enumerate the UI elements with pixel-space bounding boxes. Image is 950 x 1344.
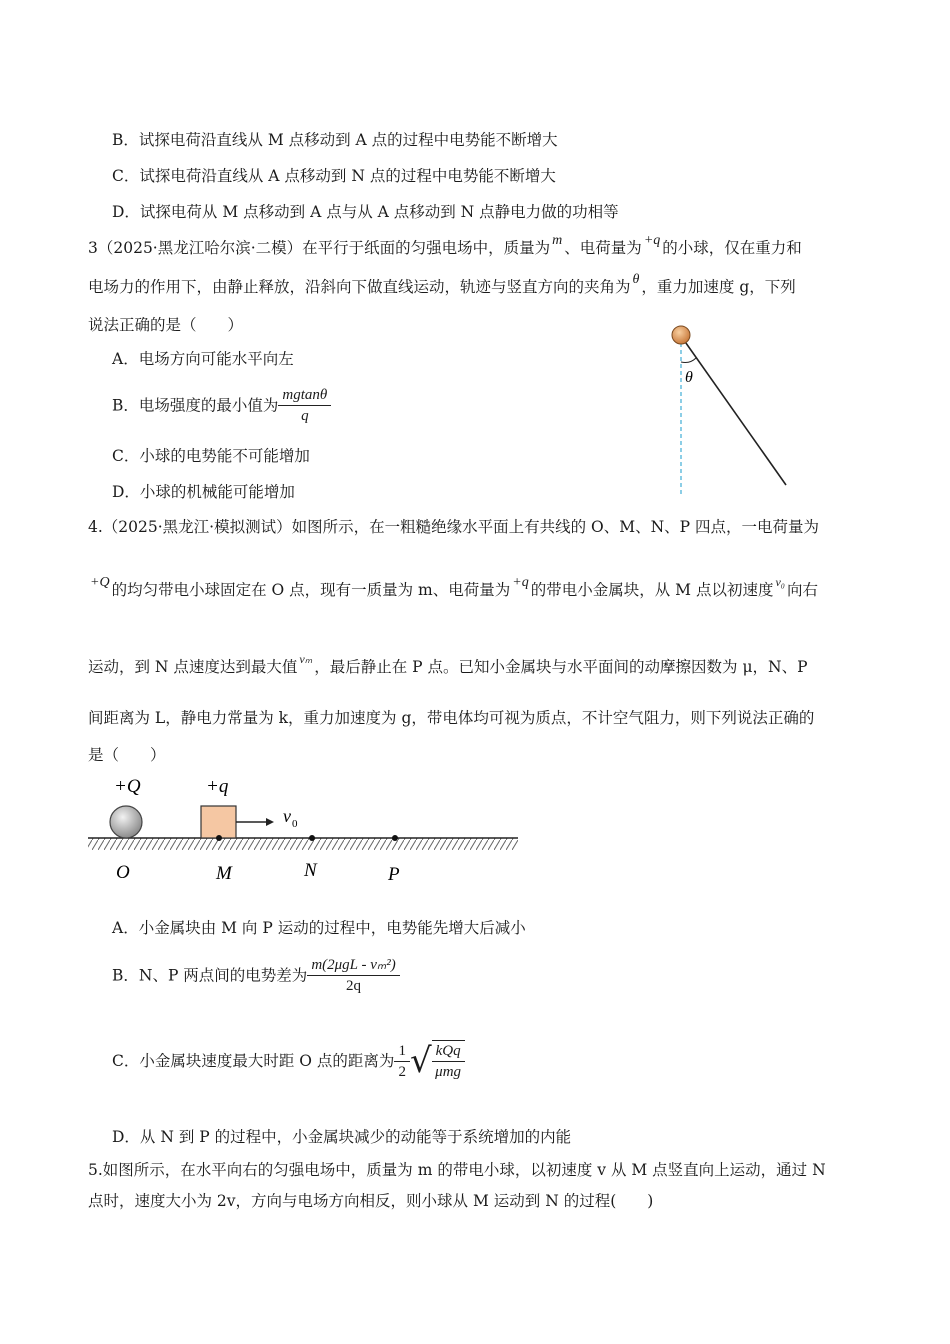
trajectory-line [681, 336, 786, 485]
fraction-numerator: mgtanθ [278, 385, 331, 406]
q4-text: ，最后静止在 P 点。已知小金属块与水平面间的动摩擦因数为 μ，N、P [314, 658, 808, 676]
q5-stem-line-2: 点时，速度大小为 2v，方向与电场方向相反，则小球从 M 运动到 N 的过程( ) [88, 1192, 654, 1210]
q4-setup-figure [86, 770, 526, 890]
label-P: P [388, 864, 400, 885]
q4-stem-line-5: 是（ ） [88, 746, 166, 764]
q3-text: 、电荷量为 [564, 239, 642, 257]
metal-block [201, 806, 236, 838]
q4-option-a: A．小金属块由 M 向 P 运动的过程中，电势能先增大后减小 [112, 919, 526, 937]
q4-stem-line-4: 间距离为 L，静电力常量为 k，重力加速度为 g，带电体均可视为质点，不计空气阻力，则下列说法正确的 [88, 709, 815, 727]
charged-sphere [110, 806, 142, 838]
velocity-arrowhead [266, 818, 274, 826]
q3-option-a: A．电场方向可能水平向左 [112, 350, 294, 368]
point-m-dot [216, 835, 222, 841]
fraction-numerator: 1 [394, 1041, 410, 1062]
fraction-denominator: μmg [435, 1064, 462, 1080]
q3-stem-line-1 [88, 233, 802, 260]
coefficient-fraction [394, 1041, 410, 1082]
ground-hatching [88, 838, 518, 850]
square-root-sign: √ [409, 1041, 432, 1081]
symbol-m: m [552, 233, 563, 248]
q4-option-d: D．从 N 到 P 的过程中，小金属块减少的动能等于系统增加的内能 [112, 1128, 572, 1146]
q3-option-d: D．小球的机械能可能增加 [112, 483, 295, 501]
fraction [307, 955, 399, 996]
symbol-plus-q: +q [643, 233, 661, 248]
label-v-subscript: 0 [292, 818, 298, 830]
symbol-plus-q: +q [512, 575, 529, 590]
label-v: v [283, 806, 291, 826]
symbol-vm: vₘ [299, 652, 313, 666]
q4-stem-line-1: 4.（2025·黑龙江·模拟测试）如图所示，在一粗糙绝缘水平面上有共线的 O、M、N、P 四点，一电荷量为 [88, 518, 820, 536]
q3-text: ，重力加速度 g，下列 [641, 278, 796, 296]
q3-text: 的小球，仅在重力和 [662, 239, 802, 257]
q3-stem-line-3: 说法正确的是（ ） [88, 316, 244, 334]
label-M: M [216, 863, 232, 884]
q4-text: 向右 [786, 581, 818, 599]
q4-text: 的均匀带电小球固定在 O 点，现有一质量为 m、电荷量为 [111, 581, 511, 599]
symbol-plus-Q: +Q [90, 575, 110, 590]
label-N: N [304, 860, 317, 881]
q4-stem-line-3 [88, 652, 808, 678]
q4-text: 运动，到 N 点速度达到最大值 [88, 658, 298, 676]
theta-label: θ [685, 369, 693, 386]
point-n-dot [309, 835, 315, 841]
fraction-denominator: 2q [346, 978, 362, 994]
radicand-fraction [432, 1040, 465, 1082]
charged-ball [672, 326, 690, 344]
fraction-denominator: q [301, 408, 309, 424]
q3-trajectory-figure [660, 318, 800, 498]
q4-option-c-label: C．小金属块速度最大时距 O 点的距离为 [112, 1052, 395, 1070]
q3-text: 3（2025·黑龙江哈尔滨·二模）在平行于纸面的匀强电场中，质量为 [88, 239, 551, 257]
q4-stem-line-2 [88, 575, 818, 602]
symbol-v0: v₀ [775, 575, 785, 589]
q2-option-b: B．试探电荷沿直线从 M 点移动到 A 点的过程中电势能不断增大 [112, 131, 558, 149]
q4-option-b [112, 955, 400, 996]
q4-text: 的带电小金属块，从 M 点以初速度 [530, 581, 774, 599]
fraction [278, 385, 331, 426]
q3-option-c: C．小球的电势能不可能增加 [112, 447, 310, 465]
fraction-denominator: 2 [398, 1063, 406, 1080]
label-plus-q: +q [206, 776, 229, 797]
q3-option-b [112, 385, 331, 426]
q2-option-c: C．试探电荷沿直线从 A 点移动到 N 点的过程中电势能不断增大 [112, 167, 556, 185]
q3-text: 电场力的作用下，由静止释放，沿斜向下做直线运动，轨迹与竖直方向的夹角为 [88, 278, 631, 296]
symbol-theta: θ [632, 272, 640, 287]
q3-option-b-label: B．电场强度的最小值为 [112, 396, 279, 415]
label-plus-Q: +Q [114, 776, 141, 797]
label-O: O [116, 862, 130, 883]
q5-stem-line-1: 5.如图所示，在水平向右的匀强电场中，质量为 m 的带电小球，以初速度 v 从 M 点竖直向上运动，通过 N [88, 1161, 826, 1179]
angle-arc [681, 358, 696, 363]
point-p-dot [392, 835, 398, 841]
q3-stem-line-2 [88, 272, 796, 299]
fraction-numerator: m(2μgL - vₘ²) [307, 955, 399, 976]
q4-option-c [112, 1040, 465, 1082]
q2-option-d: D．试探电荷从 M 点移动到 A 点与从 A 点移动到 N 点静电力做的功相等 [112, 203, 619, 221]
fraction-numerator: kQq [432, 1041, 465, 1062]
q4-option-b-label: B．N、P 两点间的电势差为 [112, 966, 308, 985]
